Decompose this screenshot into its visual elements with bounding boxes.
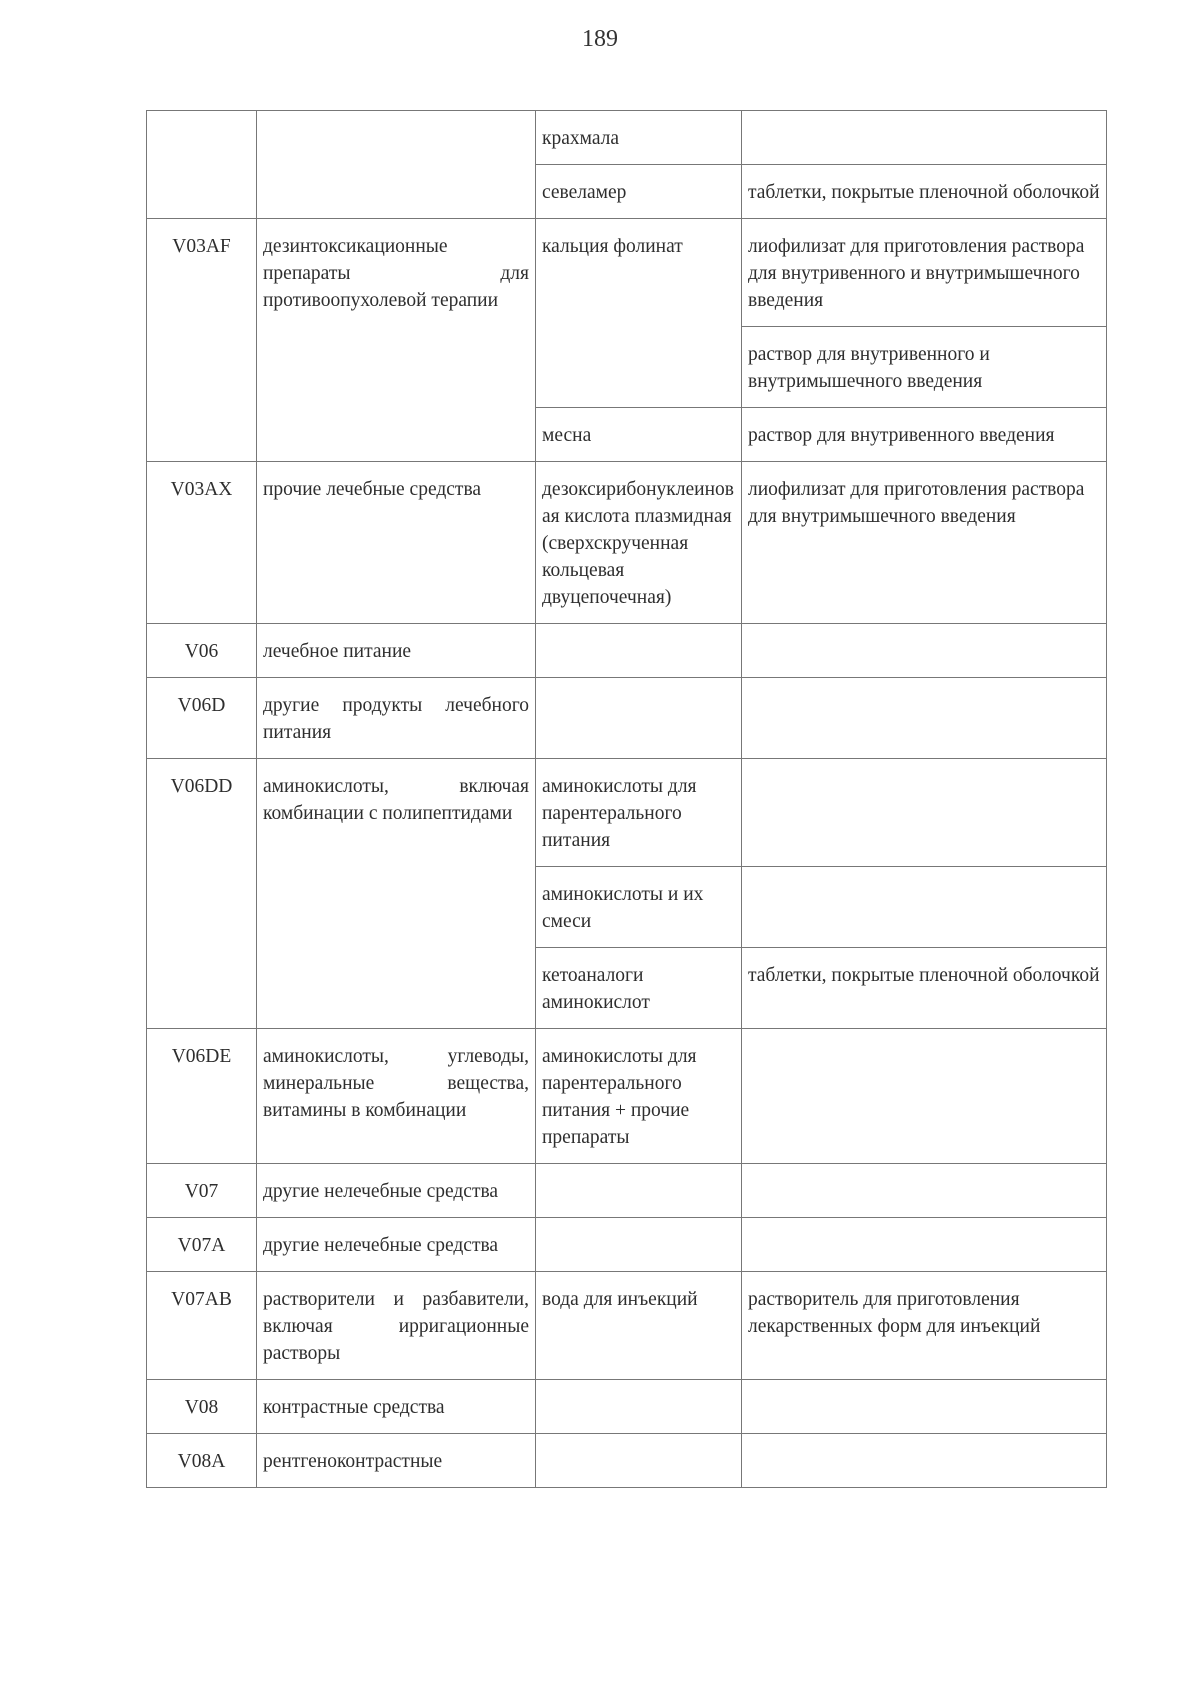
atc-code-cell: V06 xyxy=(147,624,257,678)
dosage-form-cell: таблетки, покрытые пленочной оболочкой xyxy=(742,948,1107,1029)
group-name-cell xyxy=(257,111,536,219)
dosage-form-cell xyxy=(742,678,1107,759)
drug-name-cell: аминокислоты для парентерального питания xyxy=(536,759,742,867)
group-name-cell: другие продукты лечебного питания xyxy=(257,678,536,759)
group-name-cell: лечебное питание xyxy=(257,624,536,678)
group-name-cell: растворители и разбавители, включая ирригационные растворы xyxy=(257,1272,536,1380)
table-row xyxy=(147,219,1107,327)
dosage-form-cell xyxy=(742,867,1107,948)
atc-code-cell: V07A xyxy=(147,1218,257,1272)
dosage-form-cell xyxy=(742,1218,1107,1272)
drug-table-container xyxy=(146,110,1106,1488)
dosage-form-cell: раствор для внутривенного и внутримышечного введения xyxy=(742,327,1107,408)
table-row xyxy=(147,759,1107,867)
drug-name-cell xyxy=(536,1434,742,1488)
drug-name-cell: аминокислоты для парентерального питания + прочие препараты xyxy=(536,1029,742,1164)
drug-name-cell xyxy=(536,678,742,759)
table-row xyxy=(147,678,1107,759)
drug-name-cell xyxy=(536,624,742,678)
atc-code-cell: V07AB xyxy=(147,1272,257,1380)
dosage-form-cell: таблетки, покрытые пленочной оболочкой xyxy=(742,165,1107,219)
atc-code-cell: V03AF xyxy=(147,219,257,462)
atc-code-cell: V06DD xyxy=(147,759,257,1029)
dosage-form-cell xyxy=(742,111,1107,165)
atc-code-cell: V03AX xyxy=(147,462,257,624)
atc-code-cell xyxy=(147,111,257,219)
group-name-cell: дезинтоксикационные препараты для противоопухолевой терапии xyxy=(257,219,536,462)
dosage-form-cell xyxy=(742,1380,1107,1434)
drug-name-cell: вода для инъекций xyxy=(536,1272,742,1380)
drug-name-cell: кетоаналоги аминокислот xyxy=(536,948,742,1029)
table-row xyxy=(147,1434,1107,1488)
drug-name-cell xyxy=(536,1164,742,1218)
drug-name-cell: дезоксирибонуклеиновая кислота плазмидная (сверхскрученная кольцевая двуцепочечная) xyxy=(536,462,742,624)
dosage-form-cell: лиофилизат для приготовления раствора для внутривенного и внутримышечного введения xyxy=(742,219,1107,327)
dosage-form-cell: растворитель для приготовления лекарственных форм для инъекций xyxy=(742,1272,1107,1380)
drug-name-cell: кальция фолинат xyxy=(536,219,742,408)
drug-name-cell xyxy=(536,1218,742,1272)
table-row xyxy=(147,1380,1107,1434)
table-row xyxy=(147,111,1107,165)
group-name-cell: контрастные средства xyxy=(257,1380,536,1434)
atc-code-cell: V06D xyxy=(147,678,257,759)
group-name-cell: рентгеноконтрастные xyxy=(257,1434,536,1488)
dosage-form-cell xyxy=(742,1164,1107,1218)
dosage-form-cell xyxy=(742,1029,1107,1164)
dosage-form-cell: раствор для внутривенного введения xyxy=(742,408,1107,462)
drug-name-cell: месна xyxy=(536,408,742,462)
table-row xyxy=(147,462,1107,624)
table-row xyxy=(147,1164,1107,1218)
page-number: 189 xyxy=(582,26,618,52)
group-name-cell: прочие лечебные средства xyxy=(257,462,536,624)
table-row xyxy=(147,1029,1107,1164)
atc-code-cell: V08 xyxy=(147,1380,257,1434)
table-row xyxy=(147,1218,1107,1272)
drug-name-cell xyxy=(536,1380,742,1434)
group-name-cell: другие нелечебные средства xyxy=(257,1164,536,1218)
drug-name-cell: севеламер xyxy=(536,165,742,219)
dosage-form-cell xyxy=(742,1434,1107,1488)
dosage-form-cell xyxy=(742,624,1107,678)
group-name-cell: аминокислоты, включая комбинации с полипептидами xyxy=(257,759,536,1029)
table-row xyxy=(147,1272,1107,1380)
drug-table xyxy=(146,110,1107,1488)
group-name-cell: другие нелечебные средства xyxy=(257,1218,536,1272)
drug-name-cell: крахмала xyxy=(536,111,742,165)
group-name-cell: аминокислоты, углеводы, минеральные вещества, витамины в комбинации xyxy=(257,1029,536,1164)
atc-code-cell: V08A xyxy=(147,1434,257,1488)
dosage-form-cell xyxy=(742,759,1107,867)
table-row xyxy=(147,624,1107,678)
drug-name-cell: аминокислоты и их смеси xyxy=(536,867,742,948)
atc-code-cell: V07 xyxy=(147,1164,257,1218)
dosage-form-cell: лиофилизат для приготовления раствора для внутримышечного введения xyxy=(742,462,1107,624)
atc-code-cell: V06DE xyxy=(147,1029,257,1164)
